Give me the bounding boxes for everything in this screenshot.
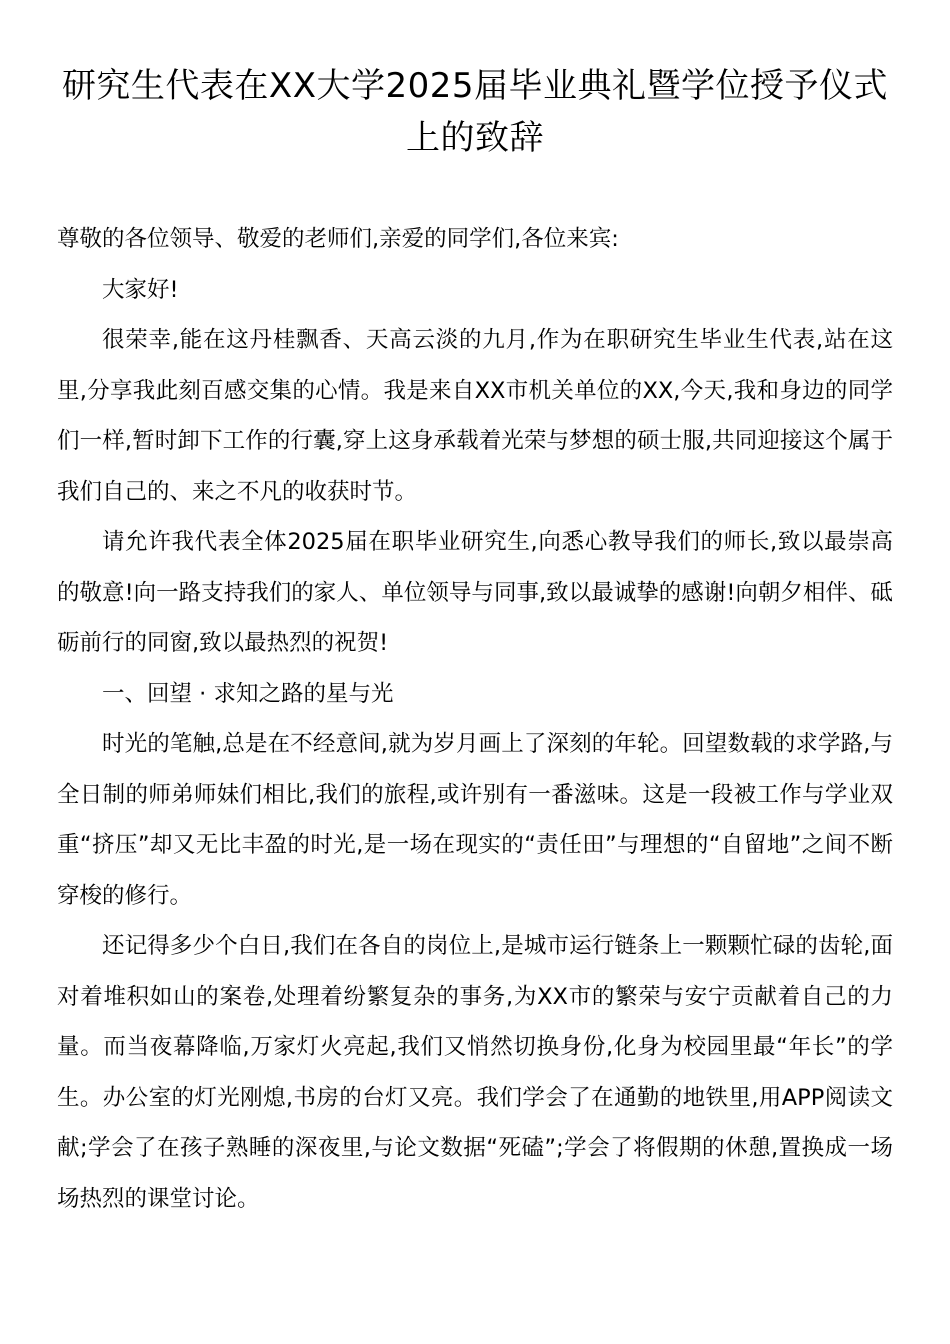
section-heading: 一、回望 · 求知之路的星与光 (102, 680, 394, 707)
document-page (57, 60, 893, 1224)
paragraph: 很荣幸,能在这丹桂飘香、天高云淡的九月,作为在职研究生毕业生代表,站在这里,分享我此刻百感交集的心情。我是来自XX市机关单位的XX,今天,我和身边的同学们一样,暂时卸下工作的行囊,穿上这身承载着光荣与梦想的硕士服,共同迎接这个属于我们自己的、来之不凡的收获时节。 (57, 327, 893, 505)
paragraph: 还记得多少个白日,我们在各自的岗位上,是城市运行链条上一颗颗忙碌的齿轮,面对着堆积如山的案卷,处理着纷繁复杂的事务,为XX市的繁荣与安宁贡献着自己的力量。而当夜幕降临,万家灯火亮起,我们又悄然切换身份,化身为校园里最“年长”的学生。办公室的灯光刚熄,书房的台灯又亮。我们学会了在通勤的地铁里,用APP阅读文献;学会了在孩子熟睡的深夜里,与论文数据“死磕”;学会了将假期的休憩,置换成一场场热烈的课堂讨论。 (57, 933, 893, 1212)
greeting: 大家好! (102, 276, 179, 303)
salutation: 尊敬的各位领导、敬爱的老师们,亲爱的同学们,各位来宾: (57, 226, 619, 252)
document-title: 研究生代表在XX大学2025届毕业典礼暨学位授予仪式上的致辞 (61, 66, 889, 158)
paragraph: 时光的笔触,总是在不经意间,就为岁月画上了深刻的年轮。回望数载的求学路,与全日制的师弟师妹们相比,我们的旅程,或许别有一番滋味。这是一段被工作与学业双重“挤压”却又无比丰盈的时光,是一场在现实的“责任田”与理想的“自留地”之间不断穿梭的修行。 (57, 731, 893, 909)
paragraph: 请允许我代表全体2025届在职毕业研究生,向悉心教导我们的师长,致以最崇高的敬意!向一路支持我们的家人、单位领导与同事,致以最诚挚的感谢!向朝夕相伴、砥砺前行的同窗,致以最热烈的祝贺! (57, 529, 893, 656)
document-body (57, 214, 893, 1224)
